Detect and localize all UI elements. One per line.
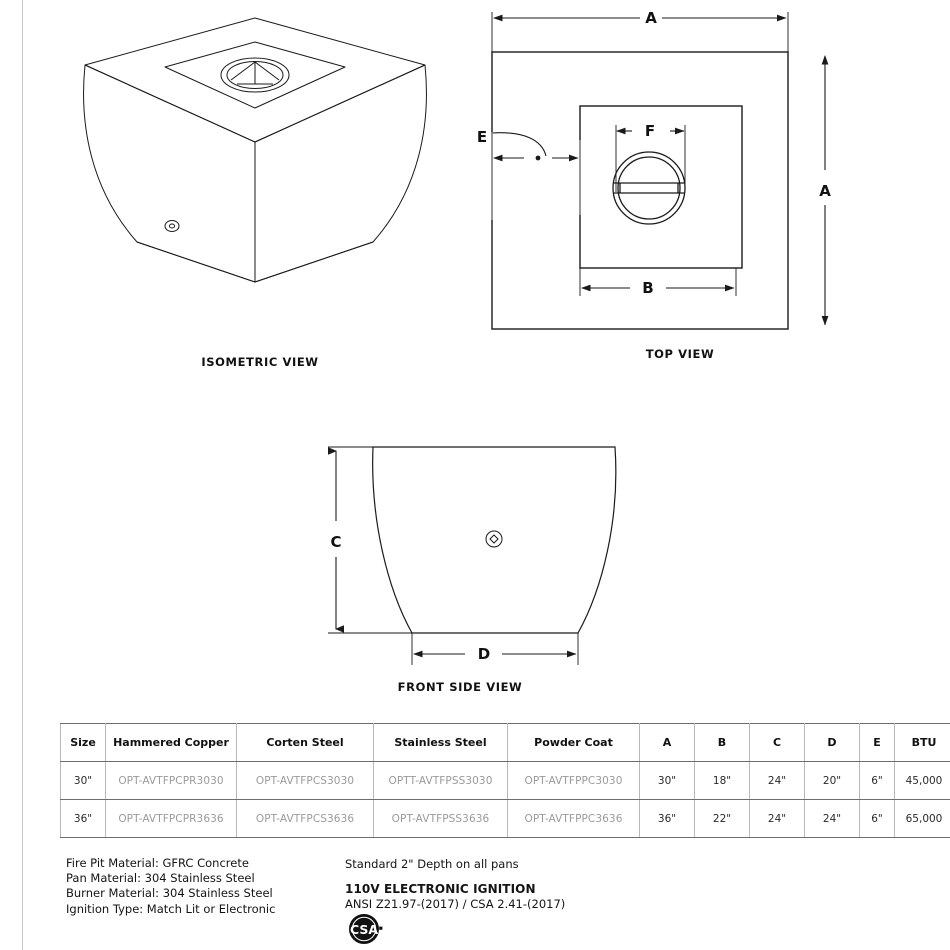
cell-hammered-copper: OPT-AVTFPCPR3636 (106, 800, 237, 838)
cell-btu: 65,000 (895, 800, 950, 838)
csa-certification-icon (349, 914, 383, 950)
header-corten-steel: Corten Steel (237, 724, 374, 762)
note-ansi-standard: ANSI Z21.97-(2017) / CSA 2.41-(2017) (345, 897, 566, 911)
top-dimension-F-label: F (644, 122, 656, 140)
front-side-view-label: FRONT SIDE VIEW (397, 680, 523, 694)
top-dimension-E-label: E (476, 128, 488, 146)
spec-table (60, 723, 950, 838)
header-dimension-b: B (695, 724, 750, 762)
front-dimension-D-label: D (477, 645, 491, 663)
header-btu: BTU (895, 724, 950, 762)
cell-dimension-d: 24" (805, 800, 860, 838)
header-stainless-steel: Stainless Steel (374, 724, 508, 762)
cell-corten-steel: OPT-AVTFPCS3636 (237, 800, 374, 838)
table-header-row (61, 724, 950, 762)
iso-access-port-icon (165, 221, 179, 232)
top-view-label: TOP VIEW (645, 347, 715, 361)
cell-btu: 45,000 (895, 762, 950, 800)
cell-dimension-a: 36" (640, 800, 695, 838)
cell-stainless-steel: OPT-AVTFPSS3636 (374, 800, 508, 838)
cell-dimension-e: 6" (860, 762, 895, 800)
cell-powder-coat: OPT-AVTFPPC3030 (508, 762, 640, 800)
note-ignition-type: Ignition Type: Match Lit or Electronic (66, 901, 276, 916)
front-body-outline (373, 447, 616, 633)
note-pan-material: Pan Material: 304 Stainless Steel (66, 871, 255, 886)
header-powder-coat: Powder Coat (508, 724, 640, 762)
cell-size: 30" (61, 762, 106, 800)
note-electronic-ignition: 110V ELECTRONIC IGNITION (345, 881, 536, 896)
front-dimension-D (412, 633, 578, 665)
front-side-view-drawing (290, 425, 630, 710)
cell-dimension-c: 24" (750, 762, 805, 800)
cell-size: 36" (61, 800, 106, 838)
iso-right-face (255, 65, 426, 282)
svg-text:CSA: CSA (349, 922, 379, 938)
header-dimension-e: E (860, 724, 895, 762)
cell-dimension-c: 24" (750, 800, 805, 838)
cell-hammered-copper: OPT-AVTFPCPR3030 (106, 762, 237, 800)
page-margin-rule (22, 0, 23, 950)
note-pan-depth: Standard 2" Depth on all pans (345, 857, 519, 871)
certification-notes (345, 857, 565, 913)
header-hammered-copper: Hammered Copper (106, 724, 237, 762)
note-fire-pit-material: Fire Pit Material: GFRC Concrete (66, 856, 249, 870)
front-access-port-icon (486, 531, 502, 547)
top-burner-detail (613, 152, 685, 224)
isometric-view-label: ISOMETRIC VIEW (201, 355, 319, 369)
cell-dimension-b: 22" (695, 800, 750, 838)
cell-dimension-e: 6" (860, 800, 895, 838)
top-dimension-B-label: B (642, 279, 654, 297)
material-notes (66, 856, 275, 917)
cell-powder-coat: OPT-AVTFPPC3636 (508, 800, 640, 838)
header-dimension-c: C (750, 724, 805, 762)
cell-dimension-d: 20" (805, 762, 860, 800)
top-dimension-A-width (492, 12, 788, 52)
cell-stainless-steel: OPTT-AVTFPSS3030 (374, 762, 508, 800)
header-size: Size (61, 724, 106, 762)
top-pan-square (580, 106, 742, 268)
top-dimension-A-depth-label: A (819, 182, 831, 200)
cell-dimension-b: 18" (695, 762, 750, 800)
top-view-drawing (476, 0, 880, 370)
cell-corten-steel: OPT-AVTFPCS3030 (237, 762, 374, 800)
spec-table-container (60, 723, 943, 838)
iso-left-face (84, 65, 255, 282)
table-row (61, 762, 950, 800)
top-dimension-A-width-label: A (645, 9, 657, 27)
header-dimension-a: A (640, 724, 695, 762)
top-dimension-B (580, 268, 736, 296)
isometric-view-drawing (55, 10, 465, 370)
top-outer-square (492, 52, 788, 329)
table-row (61, 800, 950, 838)
note-burner-material: Burner Material: 304 Stainless Steel (66, 886, 273, 901)
front-dimension-C-label: C (330, 533, 342, 551)
cell-dimension-a: 30" (640, 762, 695, 800)
header-dimension-d: D (805, 724, 860, 762)
iso-burner-detail (221, 58, 289, 92)
top-dimension-E (492, 132, 580, 220)
